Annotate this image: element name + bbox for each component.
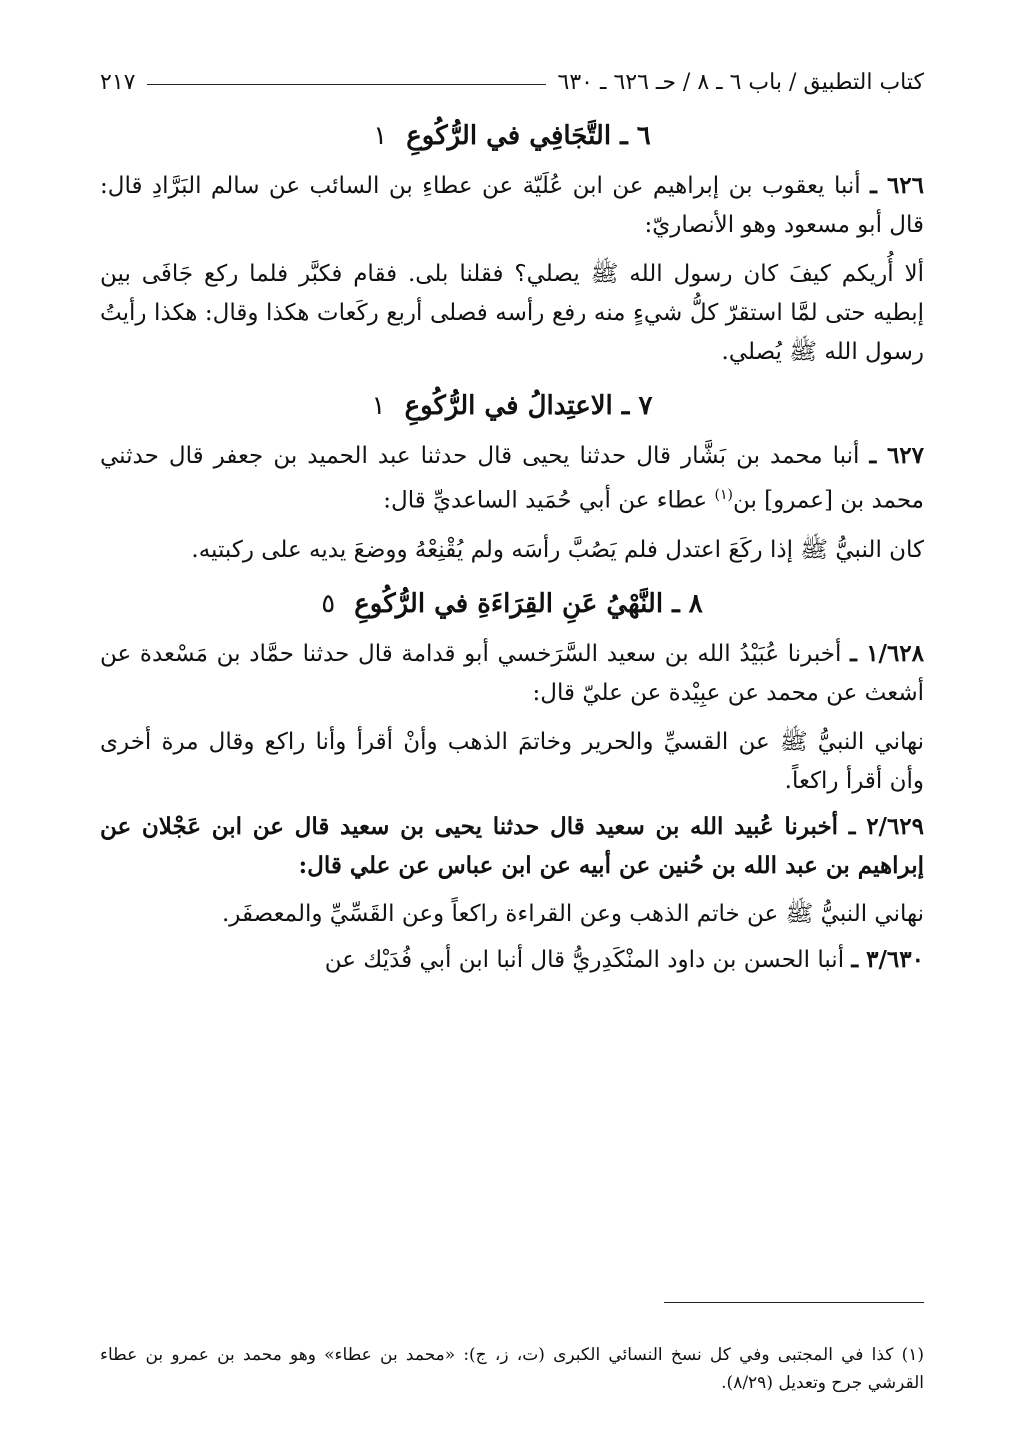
- hadith-628-number: ١/٦٢٨ ـ: [850, 639, 925, 667]
- hadith-627-isnad-part2: عطاء عن أبي حُمَيد الساعديِّ قال:: [383, 487, 715, 514]
- hadith-629-chain: [100, 807, 924, 885]
- page: [100, 62, 924, 1450]
- hadith-630-isnad: أنبا الحسن بن داود المنْكَدِريُّ قال أنبا ابن أبي فُدَيْك عن: [324, 946, 845, 973]
- hadith-628-chain: [100, 634, 924, 713]
- hadith-626-isnad: أنبا يعقوب بن إبراهيم عن ابن عُلَيّة عن عطاءِ بن السائب عن سالم البَرَّادِ قال: قال أبو مسعود وهو الأنصاريّ:: [100, 173, 924, 238]
- hadith-629-isnad: أخبرنا عُبيد الله بن سعيد قال حدثنا يحيى بن سعيد قال عن ابن عَجْلان عن إبراهيم بن عبد الله بن حُنين عن أبيه عن ابن عباس عن علي قال:: [100, 812, 924, 879]
- hadith-627-chain: [100, 436, 924, 521]
- hadith-627-matn: كان النبيُّ ﷺ إذا ركَعَ اعتدل فلم يَصُبَّ رأسَه ولم يُقْنِعْهُ ووضعَ يديه على ركبتيه.: [191, 536, 924, 563]
- chapter-heading-8: [100, 584, 924, 624]
- hadith-626-matn: ألا أُريكم كيفَ كان رسول الله ﷺ يصلي؟ فقلنا بلى. فقام فكبَّر فلما ركع جَافَى بين إبطيه حتى لمَّا استقرّ كلُّ شيءٍ منه رفع رأسه فصلى أربع ركَعات هكذا وقال: هكذا رأيتُ رسول الله ﷺ يُصلي.: [100, 261, 924, 365]
- running-header: [100, 62, 924, 102]
- chapter-heading-7-title: ٧ ـ الاعتِدالُ في الرُّكُوعِ: [404, 391, 653, 421]
- chapter-heading-6-count: ١: [373, 121, 388, 151]
- running-header-title: كتاب التطبيق / باب ٦ ـ ٨ / حـ ٦٢٦ ـ ٦٣٠: [557, 69, 924, 95]
- chapter-heading-7: [100, 386, 924, 426]
- hadith-629-matn: نهاني النبيُّ ﷺ عن خاتم الذهب وعن القراءة راكعاً وعن القَسِّيِّ والمعصفَر.: [222, 900, 924, 927]
- hadith-628-matn: نهاني النبيُّ ﷺ عن القسيِّ والحرير وخاتمَ الذهب وأنْ أقرأ وأنا راكع وقال مرة أخرى وأن أقرأ راكعاً.: [100, 728, 924, 794]
- footnote-divider: [664, 1302, 924, 1303]
- chapter-heading-6: [100, 116, 924, 156]
- hadith-629-number: ٢/٦٢٩ ـ: [848, 812, 925, 840]
- hadith-626-chain: [100, 166, 924, 245]
- footnote-reference[interactable]: (١): [714, 487, 733, 503]
- header-rule: [147, 84, 545, 85]
- chapter-heading-6-title: ٦ ـ التَّجَافِي في الرُّكُوعِ: [406, 121, 651, 151]
- chapter-heading-8-count: ٥: [321, 588, 336, 619]
- hadith-627-isnad-part1: أنبا محمد بن بَشَّار قال حدثنا يحيى قال حدثنا عبد الحميد بن جعفر قال حدثني محمد بن [عمرو] بن: [100, 443, 924, 514]
- hadith-627-number: ٦٢٧ ـ: [869, 442, 925, 469]
- footnote-1: (١) كذا في المجتبى وفي كل نسخ النسائي الكبرى (ت، ز، ج): «محمد بن عطاء» وهو محمد بن عمرو بن عطاء القرشي جرح وتعديل (٨/٢٩).: [100, 1345, 924, 1393]
- page-number: ٢١٧: [100, 69, 136, 95]
- chapter-heading-7-count: ١: [371, 391, 386, 421]
- hadith-628-isnad: أخبرنا عُبَيْدُ الله بن سعيد السَّرَخسي أبو قدامة قال حدثنا حمَّاد بن مَسْعدة عن أشعث عن محمد عن عبِيْدة عن عليّ قال:: [100, 640, 924, 706]
- hadith-630-number: ٣/٦٣٠ ـ: [851, 945, 924, 973]
- chapter-heading-8-title: ٨ ـ النَّهْيُ عَنِ القِرَاءَةِ في الرُّكُوعِ: [354, 588, 703, 619]
- hadith-626-number: ٦٢٦ ـ: [870, 172, 925, 199]
- hadith-630-chain: [100, 940, 924, 980]
